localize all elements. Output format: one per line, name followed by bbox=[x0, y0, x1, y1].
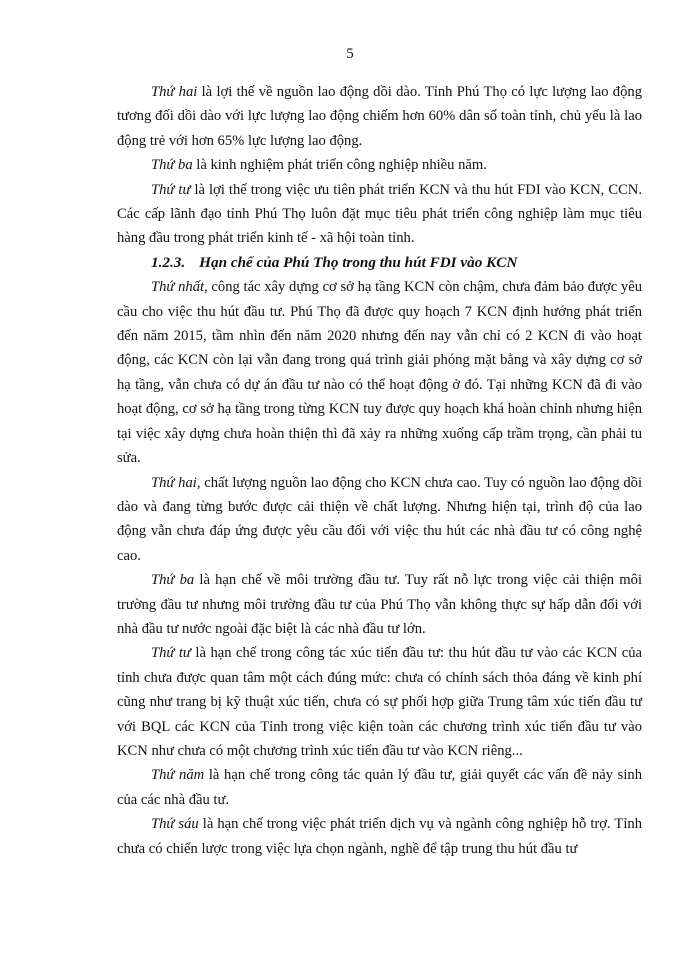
paragraph-lead: Thứ sáu bbox=[151, 816, 199, 833]
paragraph-lead: Thứ ba bbox=[151, 157, 193, 174]
paragraph-lead: Thứ hai bbox=[151, 84, 198, 100]
paragraph-text: là hạn chế trong công tác xúc tiến đầu tư: thu hút đầu tư vào các KCN của tỉnh chưa được quan tâm một cách đúng mức: chưa có chính sách thỏa đáng về kinh phí cũng như trang bị kỹ thuật xúc tiến, chưa có sự phối hợp giữa Trung tâm xúc tiến đầu tư với BQL các KCN của Tỉnh trong việc kiện toàn các chương trình xúc tiến đầu tư vào KCN như chưa có một chương trình xúc tiến đầu tư vào KCN riêng... bbox=[117, 645, 642, 759]
paragraph-lead: Thứ ba bbox=[151, 572, 195, 589]
paragraph-lead: Thứ tư bbox=[151, 645, 191, 662]
paragraph-limitation-1 bbox=[117, 275, 642, 470]
paragraph-advantage-4 bbox=[117, 178, 642, 251]
paragraph-text: , chất lượng nguồn lao động cho KCN chưa cao. Tuy có nguồn lao động dồi dào và đang từng bước được cải thiện về chất lượng. Nhưng hiện tại, trình độ của lao động vẫn chưa đáp ứng được yêu cầu đối với việc thu hút các nhà đầu tư có công nghệ cao. bbox=[117, 474, 642, 564]
section-number: 1.2.3. bbox=[151, 253, 186, 271]
paragraph-lead: Thứ nhất bbox=[151, 279, 205, 296]
paragraph-limitation-3 bbox=[117, 568, 642, 641]
paragraph-limitation-5 bbox=[117, 763, 642, 812]
paragraph-text: là kinh nghiệm phát triển công nghiệp nhiều năm. bbox=[192, 157, 487, 174]
paragraph-text: , công tác xây dựng cơ sở hạ tầng KCN còn chậm, chưa đảm bảo được yêu cầu cho việc thu hút đầu tư. Phú Thọ đã được quy hoạch 7 KCN định hướng phát triển đến năm 2015, tầm nhìn đến năm 2020 nhưng đến nay vẫn chỉ có 2 KCN đi vào hoạt động, các KCN còn lại vẫn đang trong quá trình giải phóng mặt bằng và xây dựng cơ sở hạ tầng, vẫn chưa có dự án đầu tư nào có thể hoạt động ở đó. Tại những KCN đã đi vào hoạt động, cơ sở hạ tầng trong từng KCN tuy được quy hoạch khá hoàn chỉnh nhưng hiện tại việc xây dựng chưa hoàn thiện thì đã xảy ra những xuống cấp trầm trọng, cần phải tu sửa. bbox=[117, 279, 642, 467]
paragraph-text: là hạn chế về môi trường đầu tư. Tuy rất nỗ lực trong việc cải thiện môi trường đầu tư nhưng môi trường đầu tư của Phú Thọ vẫn không thực sự hấp dẫn đối với nhà đầu tư nước ngoài đặc biệt là các nhà đầu tư lớn. bbox=[117, 572, 642, 637]
paragraph-text: là hạn chế trong công tác quản lý đầu tư, giải quyết các vấn đề nảy sinh của các nhà đầu tư. bbox=[117, 767, 643, 808]
page-number: 5 bbox=[346, 46, 354, 62]
section-title: Hạn chế của Phú Thọ trong thu hút FDI vào KCN bbox=[199, 253, 518, 271]
paragraph-lead: Thứ tư bbox=[151, 181, 191, 198]
paragraph-advantage-2 bbox=[117, 80, 642, 153]
paragraph-limitation-4 bbox=[117, 641, 642, 763]
paragraph-text: là hạn chế trong việc phát triển dịch vụ và ngành công nghiệp hỗ trợ. Tỉnh chưa có chiến lược trong việc lựa chọn ngành, nghề để tập trung thu hút đầu tư bbox=[117, 816, 642, 857]
paragraph-limitation-2 bbox=[117, 471, 642, 569]
paragraph-lead: Thứ năm bbox=[151, 767, 205, 784]
paragraph-text: là lợi thế về nguồn lao động dồi dào. Tỉnh Phú Thọ có lực lượng lao động tương đối dồi dào với lực lượng lao động chiếm hơn 60% dân số toàn tỉnh, chủ yếu là lao động trẻ với hơn 65% lực lượng lao động. bbox=[117, 84, 642, 149]
paragraph-text: là lợi thế trong việc ưu tiên phát triển KCN và thu hút FDI vào KCN, CCN. Các cấp lãnh đạo tỉnh Phú Thọ luôn đặt mục tiêu phát triển công nghiệp làm mục tiêu hàng đầu trong phát triển kinh tế - xã hội toàn tỉnh. bbox=[117, 181, 642, 247]
paragraph-lead: Thứ hai bbox=[151, 474, 197, 491]
paragraph-advantage-3 bbox=[117, 153, 642, 177]
document-body bbox=[117, 80, 642, 861]
paragraph-limitation-6 bbox=[117, 812, 642, 861]
section-heading bbox=[117, 251, 642, 275]
